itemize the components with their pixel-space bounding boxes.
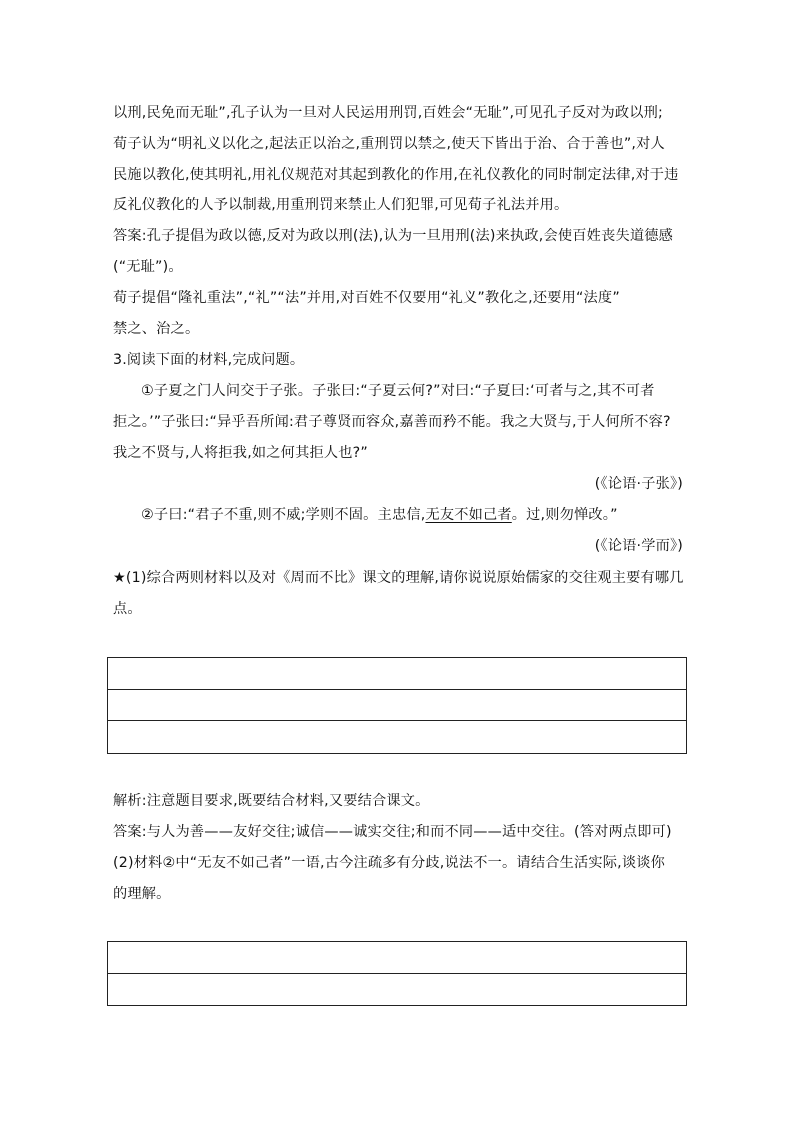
answer-box[interactable] [107,657,687,754]
material-source: (《论语·学而》) [594,538,683,554]
analysis-line: 解析:注意题目要求,既要结合材料,又要结合课文。 [113,793,430,809]
answer-box[interactable] [107,941,687,1006]
answer-row[interactable] [108,721,686,753]
answer-row[interactable] [108,690,686,722]
sub-question-line: 的理解。 [113,886,171,902]
underlined-phrase: 无友不如己者 [425,507,512,523]
answer-line: 禁之、治之。 [113,321,200,337]
material-text: ②子曰:“君子不重,则不威;学则不固。主忠信, [141,507,426,523]
material-line: 我之不贤与,人将拒我,如之何其拒人也?” [113,445,368,461]
sub-question-line: 点。 [113,601,142,617]
material-line: 拒之。’”子张曰:“异乎吾所闻:君子尊贤而容众,嘉善而矜不能。我之大贤与,于人何所不容? [113,414,671,430]
answer-row[interactable] [108,974,686,1006]
sub-question-line: (2)材料②中“无友不如己者”一语,古今注疏多有分歧,说法不一。请结合生活实际,谈谈你 [113,855,666,871]
paragraph-line: 反礼仪教化的人予以制裁,用重刑罚来禁止人们犯罪,可见荀子礼法并用。 [113,197,569,213]
answer-line: (“无耻”)。 [113,259,183,275]
sub-question-line: ★(1)综合两则材料以及对《周而不比》课文的理解,请你说说原始儒家的交往观主要有哪几 [113,570,684,586]
material-text: 。过,则勿惮改。” [511,507,618,523]
answer-row[interactable] [108,658,686,690]
answer-line: 答案:孔子提倡为政以德,反对为政以刑(法),认为一旦用刑(法)来执政,会使百姓丧失道德感 [113,228,674,244]
paragraph-line: 以刑,民免而无耻”,孔子认为一旦对人民运用刑罚,百姓会“无耻”,可见孔子反对为政以刑; [113,105,664,121]
answer-line: 答案:与人为善——友好交往;诚信——诚实交往;和而不同——适中交往。(答对两点即可) [113,824,672,840]
answer-line: 荀子提倡“隆礼重法”,“礼”“法”并用,对百姓不仅要用“礼义”教化之,还要用“法度” [113,290,620,306]
paragraph-line: 民施以教化,使其明礼,用礼仪规范对其起到教化的作用,在礼仪教化的同时制定法律,对于违 [113,167,679,183]
answer-row[interactable] [108,942,686,974]
material-line: ①子夏之门人问交于子张。子张曰:“子夏云何?”对曰:“子夏曰:‘可者与之,其不可者 [141,383,655,399]
material-source: (《论语·子张》) [594,476,683,492]
material-line [141,505,731,525]
question-heading: 3.阅读下面的材料,完成问题。 [113,352,305,368]
paragraph-line: 荀子认为“明礼义以化之,起法正以治之,重刑罚以禁之,使天下皆出于治、合于善也”,对人 [113,136,665,152]
